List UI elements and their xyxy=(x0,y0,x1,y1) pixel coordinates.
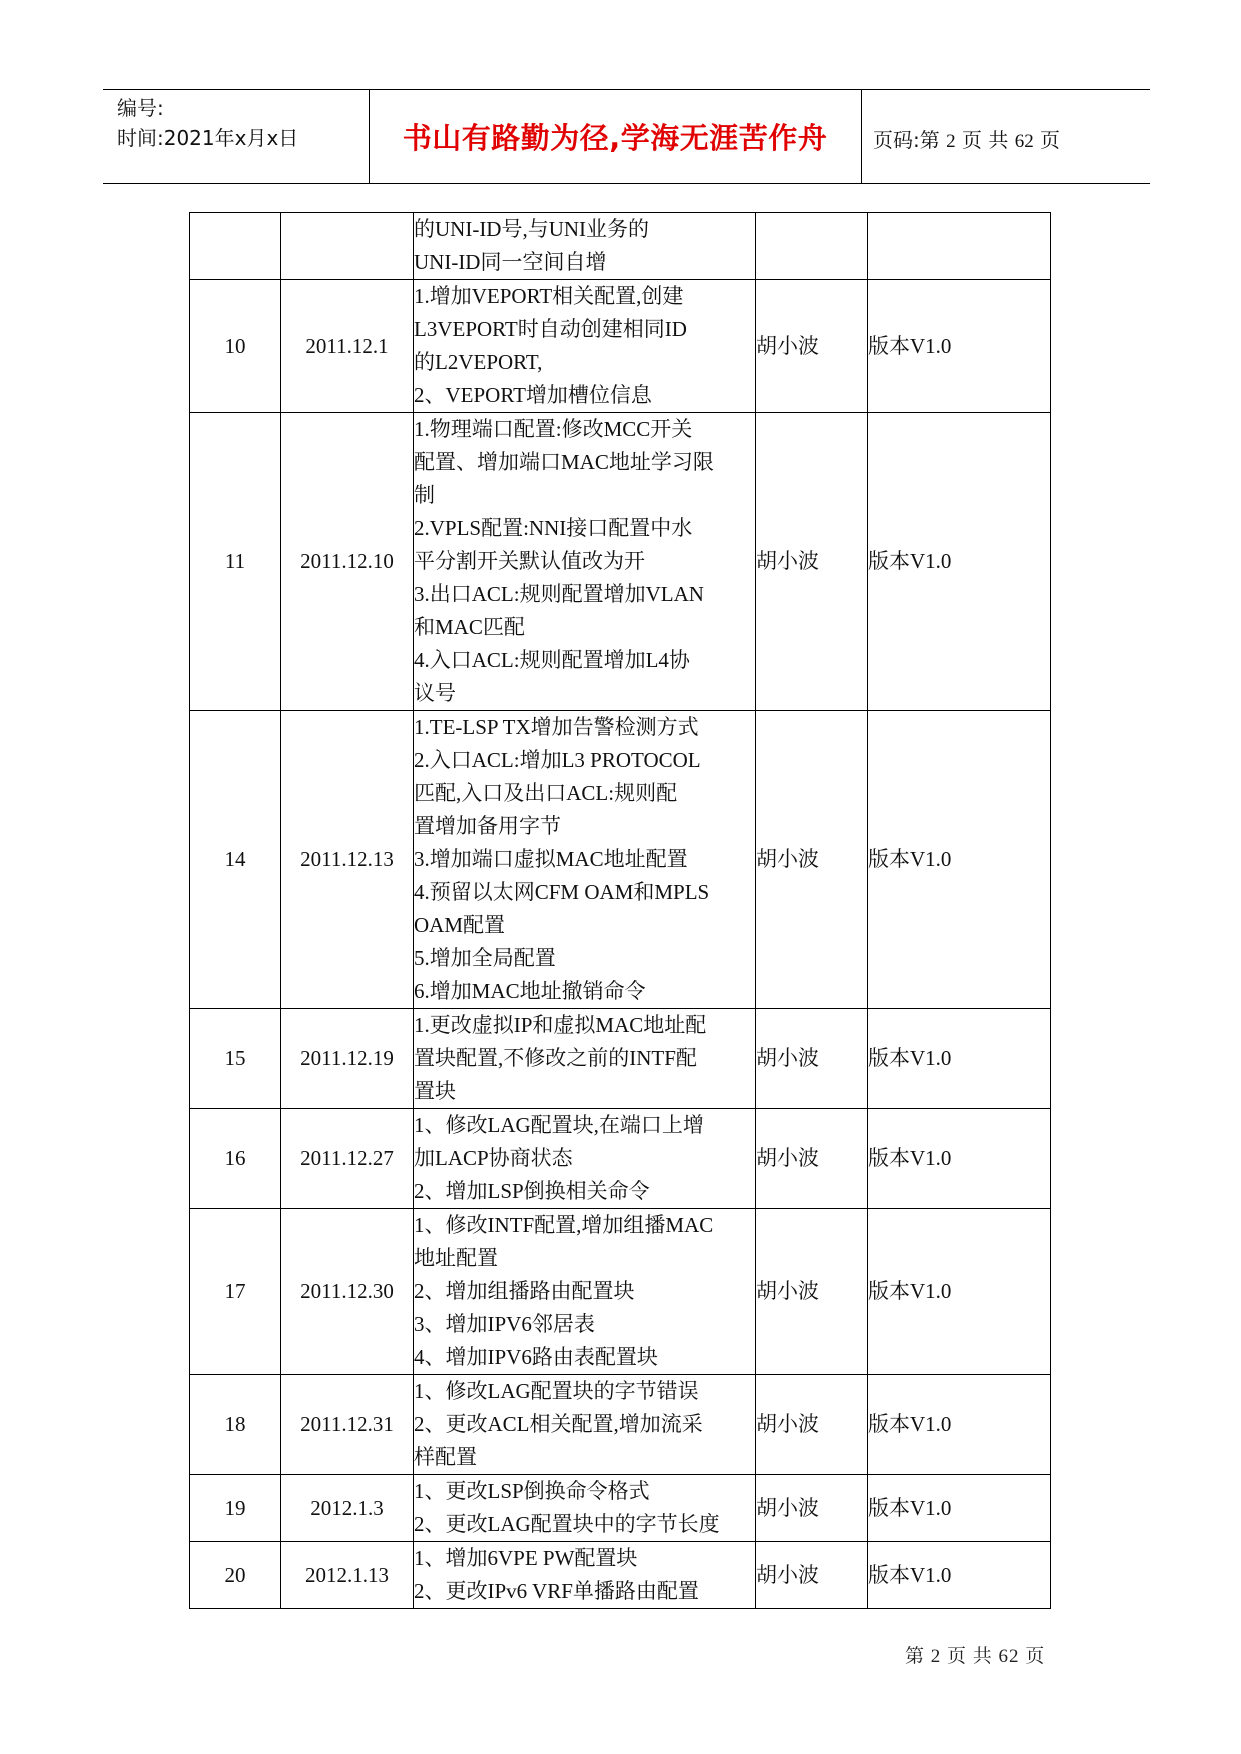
cell-version: 版本V1.0 xyxy=(868,1475,1051,1542)
cell-date: 2012.1.3 xyxy=(281,1475,414,1542)
description-line: 置块配置,不修改之前的INTF配 xyxy=(414,1046,697,1070)
description-line: 地址配置 xyxy=(414,1246,498,1270)
description-line: 1、更改LSP倒换命令格式 xyxy=(414,1479,650,1503)
cell-description xyxy=(414,280,756,413)
page-label-mid: 页 共 xyxy=(961,128,1009,152)
table-row xyxy=(190,213,1051,280)
cell-version: 版本V1.0 xyxy=(868,1375,1051,1475)
cell-version: 版本V1.0 xyxy=(868,1109,1051,1209)
cell-date: 2011.12.13 xyxy=(281,711,414,1009)
doc-number-label: 编号: xyxy=(117,96,164,120)
description-line: 1.物理端口配置:修改MCC开关 xyxy=(414,417,693,441)
cell-seq: 18 xyxy=(190,1375,281,1475)
page-number: 2 xyxy=(946,131,956,152)
cell-description xyxy=(414,1375,756,1475)
description-line: 2、增加LSP倒换相关命令 xyxy=(414,1179,650,1203)
cell-version: 版本V1.0 xyxy=(868,1542,1051,1609)
table-row xyxy=(190,1209,1051,1375)
footer-prefix: 第 xyxy=(905,1646,926,1667)
description-line: 和MAC匹配 xyxy=(414,615,525,639)
cell-date: 2011.12.27 xyxy=(281,1109,414,1209)
footer-page-total: 62 xyxy=(998,1646,1020,1667)
cell-version xyxy=(868,213,1051,280)
table-row xyxy=(190,1475,1051,1542)
header-top-rule xyxy=(103,89,1150,90)
description-line: 1、修改LAG配置块,在端口上增 xyxy=(414,1113,704,1137)
cell-version: 版本V1.0 xyxy=(868,1009,1051,1109)
cell-date: 2011.12.19 xyxy=(281,1009,414,1109)
page-footer xyxy=(905,1641,1045,1668)
cell-seq: 16 xyxy=(190,1109,281,1209)
description-line: L3VEPORT时自动创建相同ID xyxy=(414,317,687,341)
cell-author: 胡小波 xyxy=(756,1109,868,1209)
table-row xyxy=(190,1375,1051,1475)
description-line: 1、修改LAG配置块的字节错误 xyxy=(414,1379,699,1403)
cell-description xyxy=(414,413,756,711)
cell-seq xyxy=(190,213,281,280)
description-line: 1.增加VEPORT相关配置,创建 xyxy=(414,284,684,308)
description-line: 4.入口ACL:规则配置增加L4协 xyxy=(414,648,690,672)
description-line: 制 xyxy=(414,483,435,507)
cell-seq: 14 xyxy=(190,711,281,1009)
description-line: 的L2VEPORT, xyxy=(414,350,543,374)
cell-seq: 10 xyxy=(190,280,281,413)
page-total: 62 xyxy=(1014,131,1034,152)
description-line: 平分割开关默认值改为开 xyxy=(414,549,645,573)
footer-page-number: 2 xyxy=(930,1646,942,1667)
cell-date: 2011.12.1 xyxy=(281,280,414,413)
cell-author: 胡小波 xyxy=(756,280,868,413)
description-line: 匹配,入口及出口ACL:规则配 xyxy=(414,781,678,805)
cell-date: 2011.12.10 xyxy=(281,413,414,711)
description-line: 4.预留以太网CFM OAM和MPLS xyxy=(414,880,710,904)
cell-seq: 20 xyxy=(190,1542,281,1609)
description-line: 议号 xyxy=(414,681,456,705)
page-label-prefix: 页码:第 xyxy=(873,128,940,152)
cell-author: 胡小波 xyxy=(756,413,868,711)
table-row xyxy=(190,413,1051,711)
cell-description xyxy=(414,1209,756,1375)
cell-version: 版本V1.0 xyxy=(868,413,1051,711)
description-line: 3.增加端口虚拟MAC地址配置 xyxy=(414,847,688,871)
revision-table-body xyxy=(190,213,1051,1609)
description-line: 6.增加MAC地址撤销命令 xyxy=(414,979,646,1003)
description-line: 3.出口ACL:规则配置增加VLAN xyxy=(414,582,704,606)
description-line: 配置、增加端口MAC地址学习限 xyxy=(414,450,714,474)
description-line: 1.TE-LSP TX增加告警检测方式 xyxy=(414,715,699,739)
footer-suffix: 页 xyxy=(1025,1646,1046,1667)
cell-author: 胡小波 xyxy=(756,1475,868,1542)
cell-description xyxy=(414,213,756,280)
description-line: 2、更改LAG配置块中的字节长度 xyxy=(414,1512,720,1536)
cell-description xyxy=(414,1009,756,1109)
cell-date xyxy=(281,213,414,280)
description-line: 1、增加6VPE PW配置块 xyxy=(414,1546,638,1570)
description-line: 加LACP协商状态 xyxy=(414,1146,573,1170)
cell-date: 2011.12.30 xyxy=(281,1209,414,1375)
cell-author: 胡小波 xyxy=(756,1209,868,1375)
description-line: 样配置 xyxy=(414,1445,477,1469)
cell-description xyxy=(414,1109,756,1209)
description-line: 2、VEPORT增加槽位信息 xyxy=(414,383,652,407)
cell-description xyxy=(414,1542,756,1609)
description-line: 4、增加IPV6路由表配置块 xyxy=(414,1345,658,1369)
cell-author xyxy=(756,213,868,280)
time-label: 时间:2021年x月x日 xyxy=(117,126,299,150)
description-line: 2、更改IPv6 VRF单播路由配置 xyxy=(414,1579,699,1603)
footer-mid: 页 共 xyxy=(947,1646,993,1667)
table-row xyxy=(190,280,1051,413)
cell-version: 版本V1.0 xyxy=(868,711,1051,1009)
page-label-suffix: 页 xyxy=(1040,128,1061,152)
cell-date: 2011.12.31 xyxy=(281,1375,414,1475)
cell-description xyxy=(414,711,756,1009)
cell-seq: 15 xyxy=(190,1009,281,1109)
header-divider-left xyxy=(369,89,370,183)
cell-seq: 17 xyxy=(190,1209,281,1375)
description-line: 2.VPLS配置:NNI接口配置中水 xyxy=(414,516,693,540)
cell-seq: 19 xyxy=(190,1475,281,1542)
header-motto: 书山有路勤为径,学海无涯苦作舟 xyxy=(402,121,828,155)
description-line: 2、增加组播路由配置块 xyxy=(414,1279,635,1303)
header-page-indicator xyxy=(873,124,1143,153)
cell-version: 版本V1.0 xyxy=(868,1209,1051,1375)
description-line: 的UNI-ID号,与UNI业务的 xyxy=(414,217,650,241)
description-line: 置增加备用字节 xyxy=(414,814,561,838)
table-row xyxy=(190,1109,1051,1209)
header-info xyxy=(117,93,365,153)
description-line: 1.更改虚拟IP和虚拟MAC地址配 xyxy=(414,1013,707,1037)
description-line: UNI-ID同一空间自增 xyxy=(414,250,607,274)
description-line: 5.增加全局配置 xyxy=(414,946,556,970)
cell-description xyxy=(414,1475,756,1542)
description-line: 2.入口ACL:增加L3 PROTOCOL xyxy=(414,748,701,772)
cell-date: 2012.1.13 xyxy=(281,1542,414,1609)
cell-author: 胡小波 xyxy=(756,711,868,1009)
header-bottom-rule xyxy=(103,183,1150,184)
cell-seq: 11 xyxy=(190,413,281,711)
description-line: 3、增加IPV6邻居表 xyxy=(414,1312,595,1336)
cell-author: 胡小波 xyxy=(756,1009,868,1109)
header-divider-right xyxy=(861,89,862,183)
table-row xyxy=(190,711,1051,1009)
description-line: 1、修改INTF配置,增加组播MAC xyxy=(414,1213,714,1237)
table-row xyxy=(190,1009,1051,1109)
cell-version: 版本V1.0 xyxy=(868,280,1051,413)
cell-author: 胡小波 xyxy=(756,1542,868,1609)
revision-table xyxy=(189,212,1051,1609)
description-line: 置块 xyxy=(414,1079,456,1103)
table-row xyxy=(190,1542,1051,1609)
description-line: OAM配置 xyxy=(414,913,506,937)
description-line: 2、更改ACL相关配置,增加流采 xyxy=(414,1412,703,1436)
cell-author: 胡小波 xyxy=(756,1375,868,1475)
